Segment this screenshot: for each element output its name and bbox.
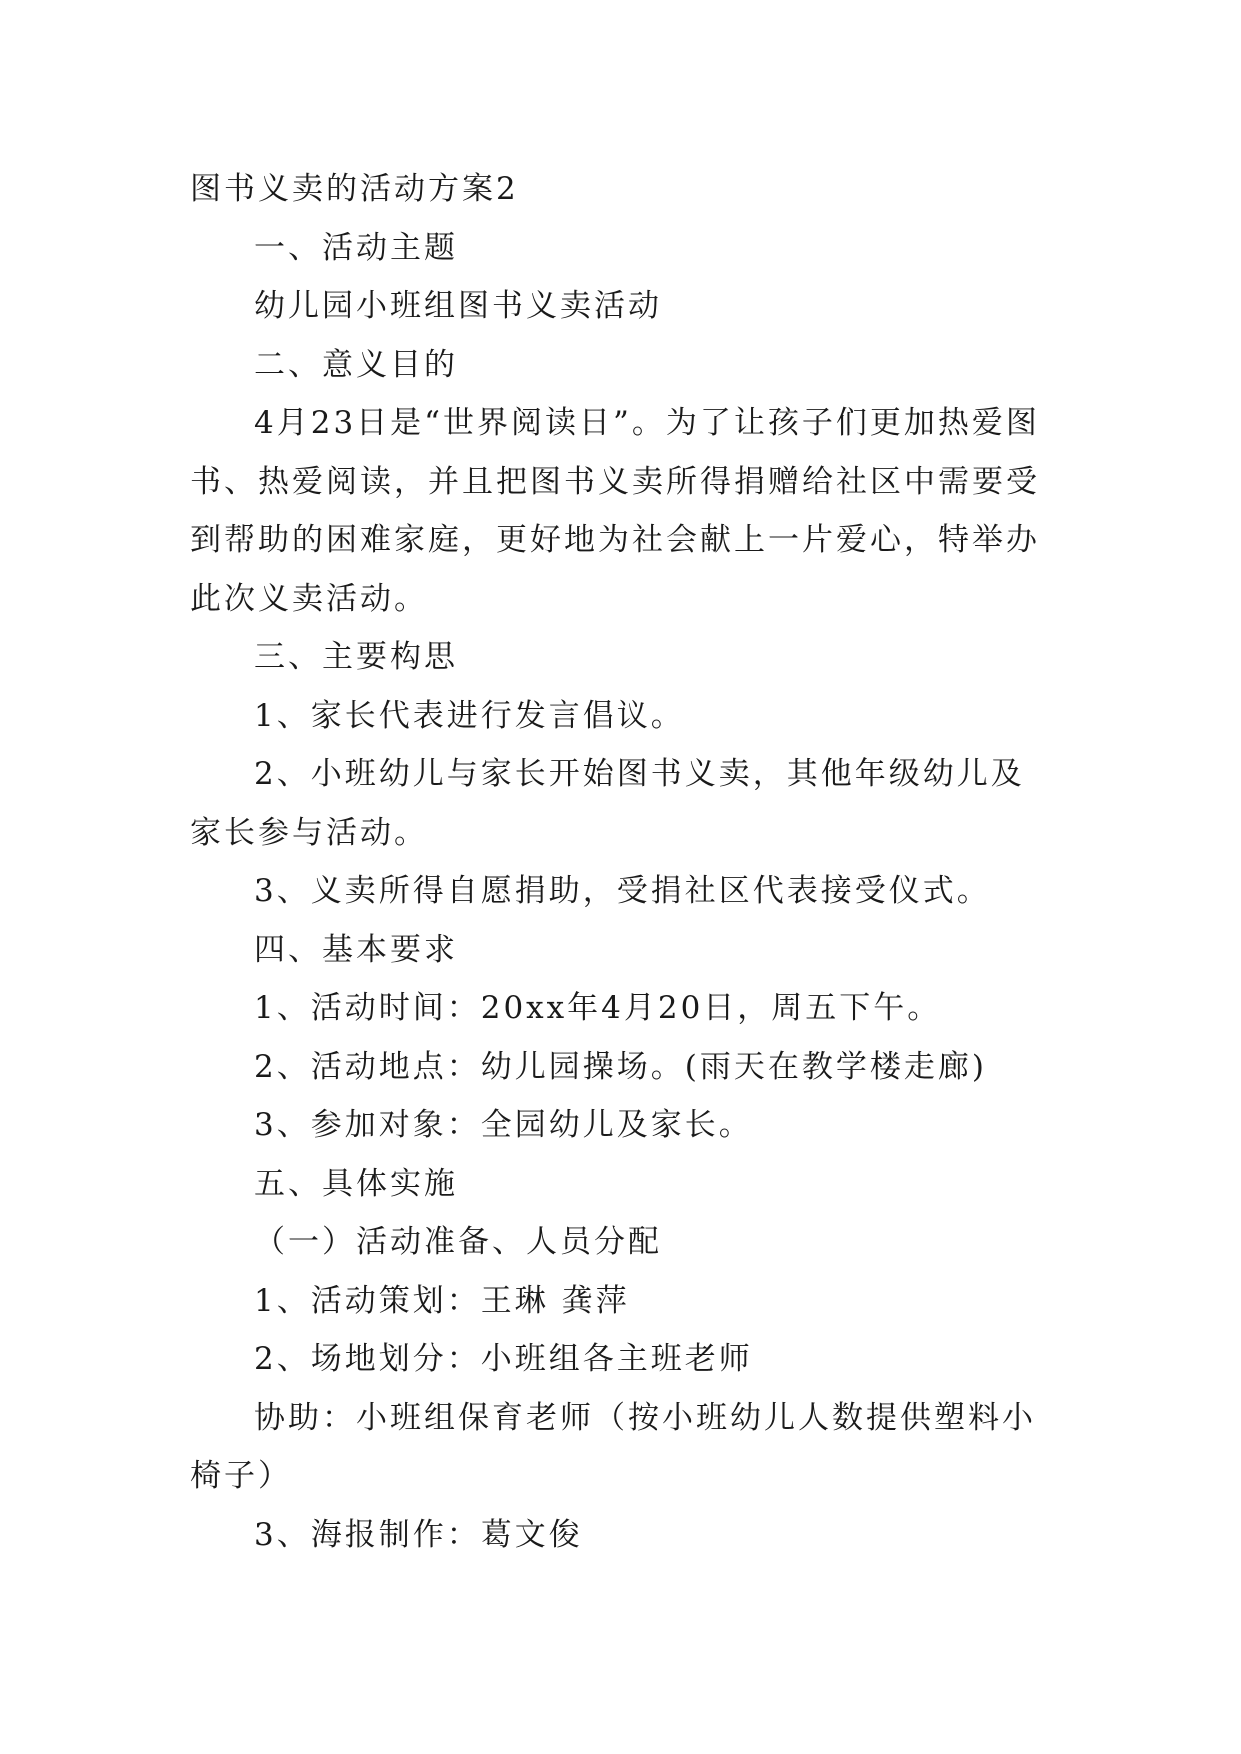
- paragraph-purpose-content: 4月23日是“世界阅读日”。为了让孩子们更加热爱图书、热爱阅读，并且把图书义卖所得捐赠给社区中需要受到帮助的困难家庭，更好地为社会献上一片爱心，特举办此次义卖活动。: [190, 405, 1040, 617]
- document-title: 图书义卖的活动方案2: [190, 171, 519, 207]
- heading-purpose: 二、意义目的: [254, 346, 458, 383]
- list-item-activity-time: 1、活动时间：20xx年4月20日，周五下午。: [254, 990, 942, 1026]
- paragraph-assistance: 协助：小班组保育老师（按小班幼儿人数提供塑料小椅子）: [190, 1399, 1036, 1494]
- subheading-preparation: （一）活动准备、人员分配: [254, 1224, 662, 1260]
- list-item-poster-making: 3、海报制作：葛文俊: [254, 1516, 583, 1553]
- document-page: [190, 160, 1056, 1564]
- heading-basic-requirements: 四、基本要求: [254, 931, 458, 968]
- heading-activity-theme: 一、活动主题: [254, 229, 458, 266]
- heading-main-idea: 三、主要构思: [254, 639, 458, 675]
- paragraph-theme-content: 幼儿园小班组图书义卖活动: [254, 288, 662, 324]
- list-item-book-sale: 2、小班幼儿与家长开始图书义卖，其他年级幼儿及家长参与活动。: [190, 756, 1025, 851]
- list-item-participants: 3、参加对象：全园幼儿及家长。: [254, 1107, 753, 1143]
- list-item-activity-location: 2、活动地点：幼儿园操场。(雨天在教学楼走廊): [254, 1048, 987, 1085]
- list-item-venue-division: 2、场地划分：小班组各主班老师: [254, 1341, 753, 1377]
- list-item-planning: 1、活动策划：王琳 龚萍: [254, 1282, 630, 1319]
- heading-implementation: 五、具体实施: [254, 1165, 458, 1202]
- list-item-parent-speech: 1、家长代表进行发言倡议。: [254, 697, 685, 734]
- list-item-donation-ceremony: 3、义卖所得自愿捐助，受捐社区代表接受仪式。: [254, 873, 991, 909]
